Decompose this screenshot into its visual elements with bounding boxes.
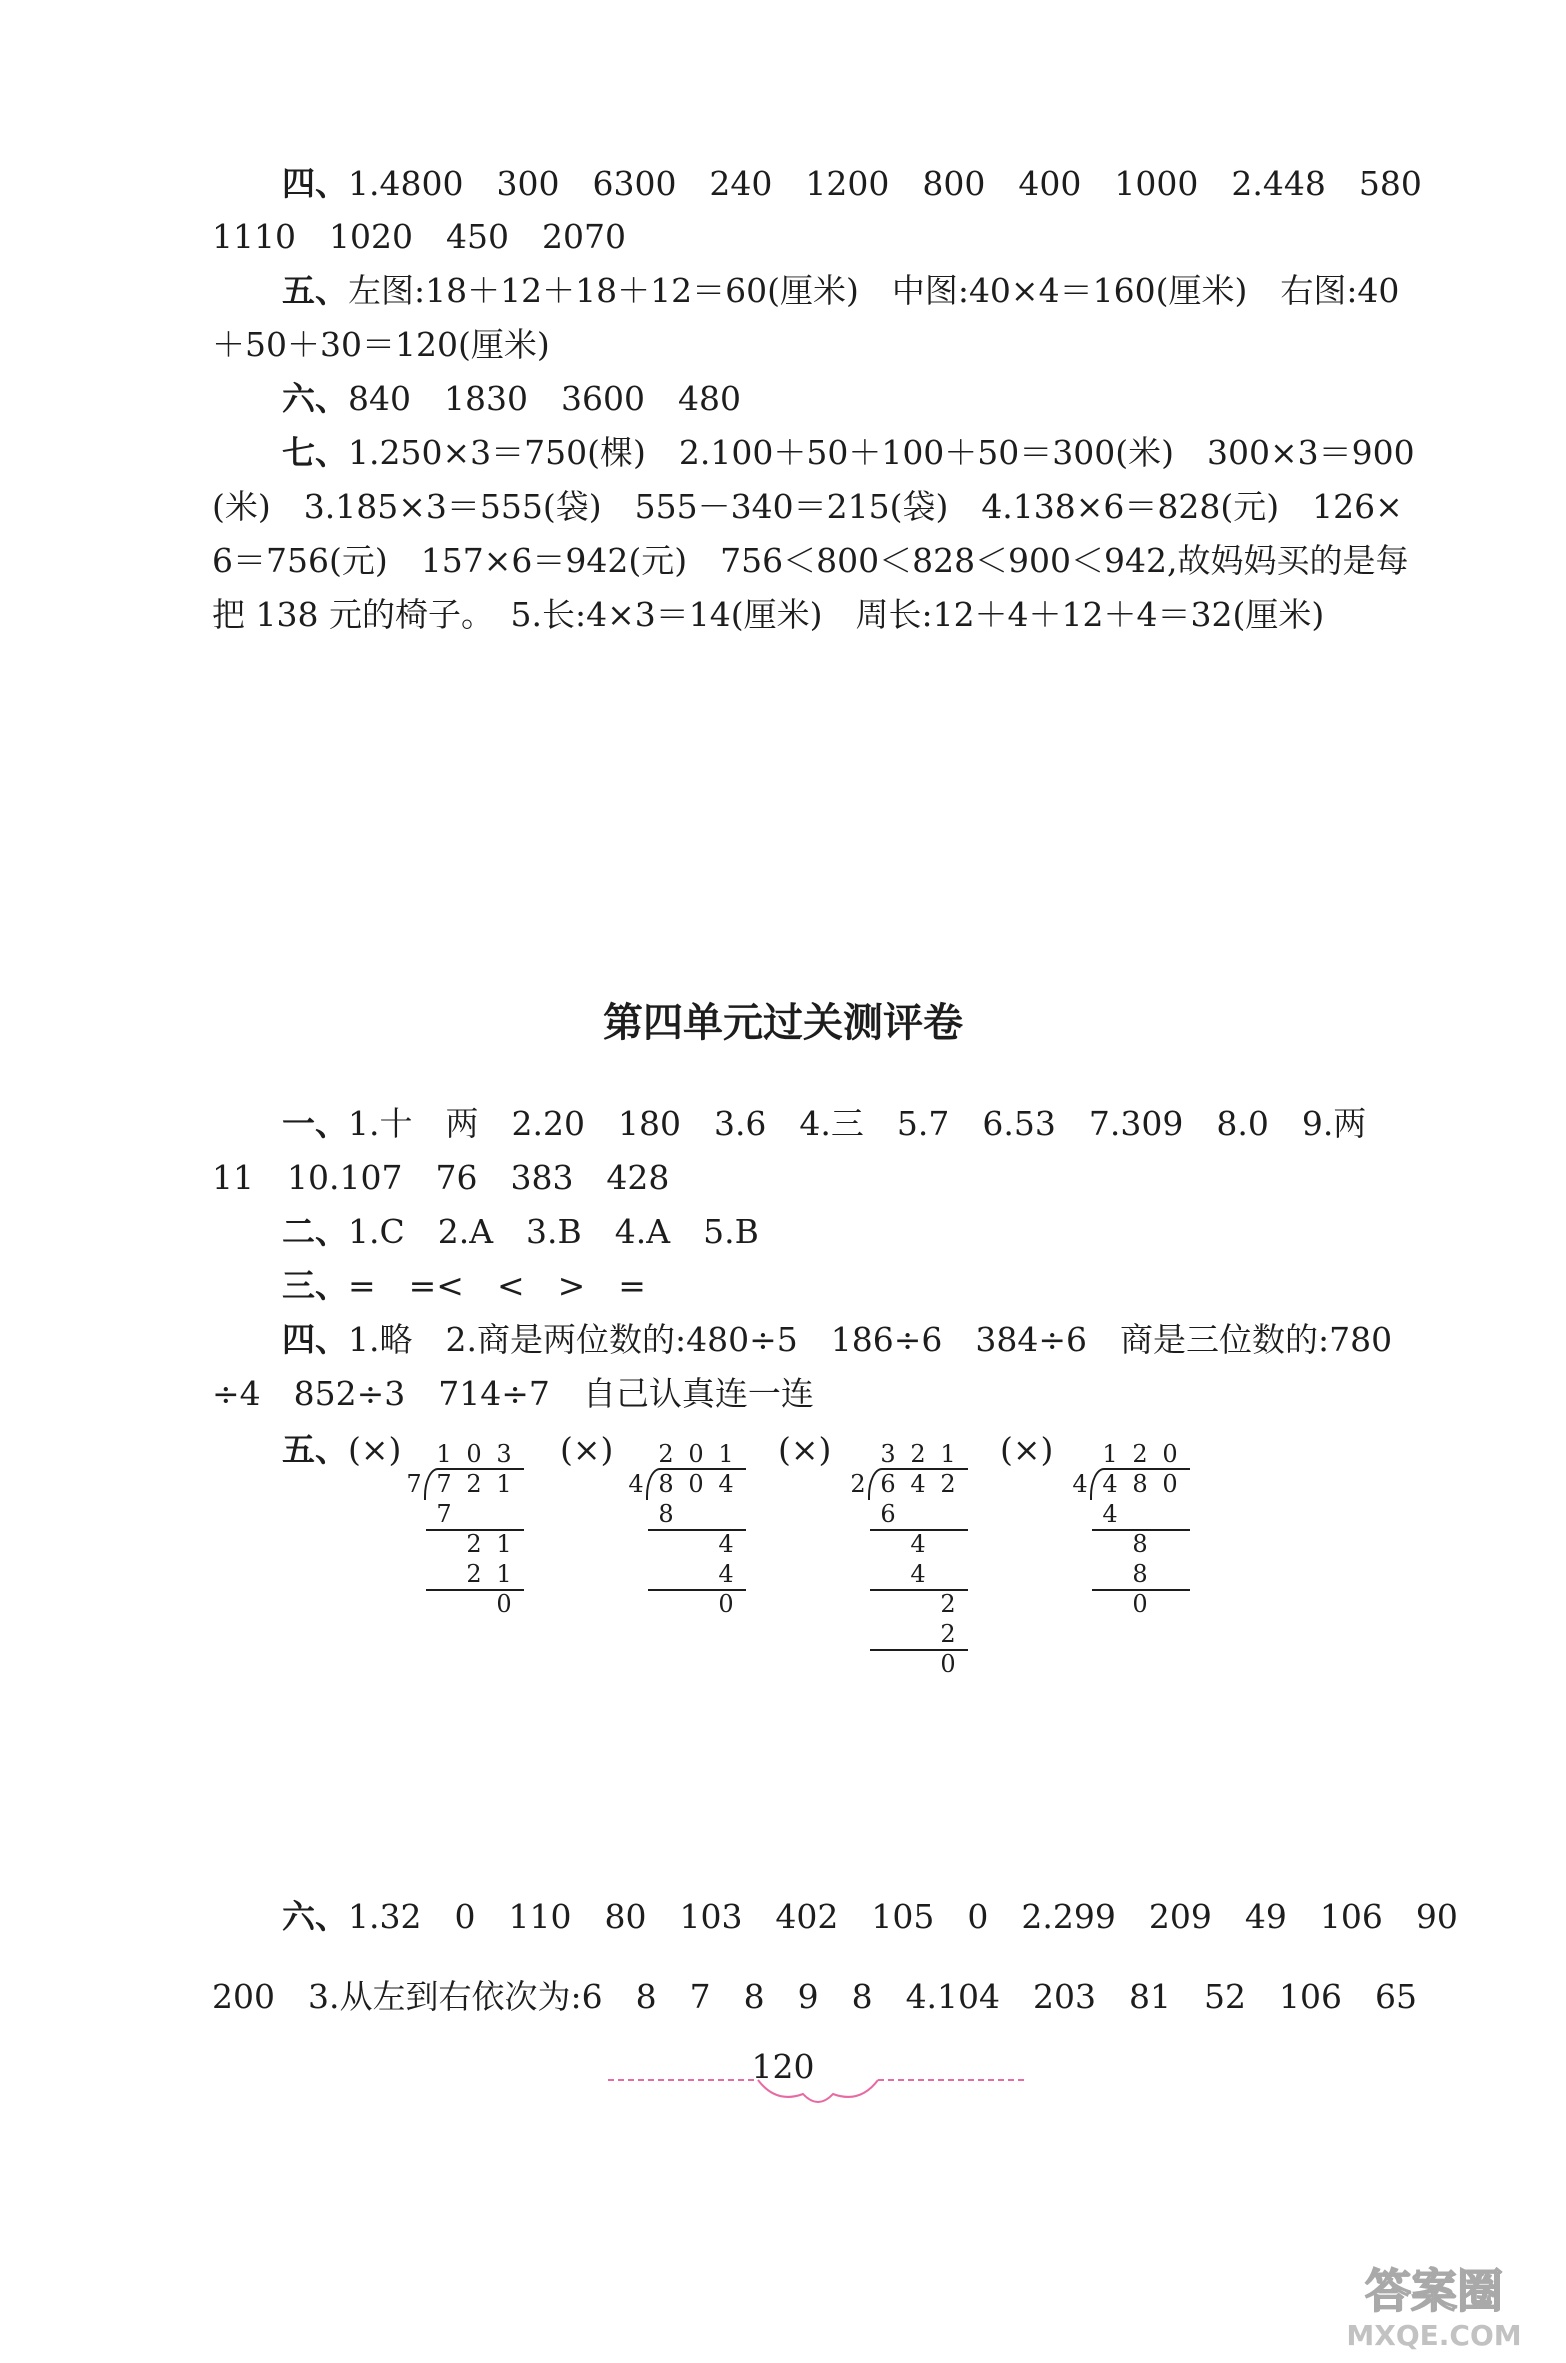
answer-line: 六、840 1830 3600 480	[282, 379, 741, 418]
step-digit: 4	[718, 1560, 734, 1588]
dividend-digit: 4	[718, 1470, 734, 1498]
page-ornament-icon	[608, 2070, 1028, 2120]
svg-text:MXQE.COM: MXQE.COM	[1346, 2319, 1522, 2352]
dividend-digit: 7	[436, 1470, 452, 1498]
step-digit: 8	[658, 1500, 674, 1528]
step-digit: 2	[466, 1530, 482, 1558]
dividend-digit: 2	[466, 1470, 482, 1498]
answer-line: 三、= =< < > =	[282, 1266, 646, 1305]
answer-line: 1110 1020 450 2070	[212, 217, 626, 256]
answer-line: 七、1.250×3＝750(棵) 2.100＋50＋100＋50＝300(米) 300×3＝900	[282, 433, 1415, 472]
mark-label: (×)	[1000, 1430, 1054, 1469]
step-digit: 1	[496, 1530, 512, 1558]
answer-line: 11 10.107 76 383 428	[212, 1158, 670, 1197]
divisor-digit: 2	[850, 1470, 866, 1498]
step-digit: 0	[1132, 1590, 1148, 1618]
step-digit: 6	[880, 1500, 896, 1528]
answer-line: 六、1.32 0 110 80 103 402 105 0 2.299 209 49 106 90	[282, 1897, 1458, 1936]
quotient-digit: 2	[1132, 1440, 1148, 1468]
quotient-digit: 0	[466, 1440, 482, 1468]
quotient-digit: 1	[1102, 1440, 1118, 1468]
step-digit: 0	[496, 1590, 512, 1618]
dividend-digit: 6	[880, 1470, 896, 1498]
step-digit: 4	[910, 1560, 926, 1588]
quotient-digit: 1	[940, 1440, 956, 1468]
mark-label: (×)	[778, 1430, 832, 1469]
quotient-digit: 0	[1162, 1440, 1178, 1468]
step-digit: 0	[940, 1650, 956, 1678]
answer-line: 6＝756(元) 157×6＝942(元) 756＜800＜828＜900＜942,故妈妈买的是每	[212, 541, 1409, 580]
answer-line: (米) 3.185×3＝555(袋) 555－340＝215(袋) 4.138×6＝828(元) 126×	[212, 487, 1403, 526]
step-digit: 0	[718, 1590, 734, 1618]
page-number: 120	[751, 2047, 815, 2086]
quotient-digit: 2	[910, 1440, 926, 1468]
quotient-digit: 3	[496, 1440, 512, 1468]
step-digit: 8	[1132, 1560, 1148, 1588]
dividend-digit: 8	[658, 1470, 674, 1498]
answer-line: 二、1.C 2.A 3.B 4.A 5.B	[282, 1212, 759, 1251]
answer-line: 五、左图:18＋12＋18＋12＝60(厘米) 中图:40×4＝160(厘米) 右图:40	[282, 271, 1400, 310]
quotient-digit: 2	[658, 1440, 674, 1468]
answer-line: 四、1.略 2.商是两位数的:480÷5 186÷6 384÷6 商是三位数的:780	[282, 1320, 1393, 1359]
dividend-digit: 4	[910, 1470, 926, 1498]
step-digit: 7	[436, 1500, 452, 1528]
step-digit: 4	[1102, 1500, 1118, 1528]
dividend-digit: 2	[940, 1470, 956, 1498]
step-digit: 2	[940, 1620, 956, 1648]
step-digit: 1	[496, 1560, 512, 1588]
divisor-digit: 7	[406, 1470, 422, 1498]
quotient-digit: 1	[436, 1440, 452, 1468]
answer-line: 200 3.从左到右依次为:6 8 7 8 9 8 4.104 203 81 52 106 65	[212, 1977, 1417, 2016]
answer-line: ＋50＋30＝120(厘米)	[212, 325, 550, 364]
answer-line: ÷4 852÷3 714÷7 自己认真连一连	[212, 1374, 814, 1413]
answer-line: 四、1.4800 300 6300 240 1200 800 400 1000 2.448 580	[282, 164, 1422, 203]
quotient-digit: 0	[688, 1440, 704, 1468]
quotient-digit: 3	[880, 1440, 896, 1468]
dividend-digit: 4	[1102, 1470, 1118, 1498]
dividend-digit: 1	[496, 1470, 512, 1498]
watermark-logo-icon	[1324, 2257, 1544, 2353]
dividend-digit: 0	[1162, 1470, 1178, 1498]
step-digit: 8	[1132, 1530, 1148, 1558]
step-digit: 2	[940, 1590, 956, 1618]
answer-line: 一、1.十 两 2.20 180 3.6 4.三 5.7 6.53 7.309 8.0 9.两	[282, 1104, 1367, 1143]
step-digit: 4	[910, 1530, 926, 1558]
dividend-digit: 8	[1132, 1470, 1148, 1498]
answer-line: 五、(×)	[282, 1430, 402, 1469]
mark-label: (×)	[560, 1430, 614, 1469]
divisor-digit: 4	[1072, 1470, 1088, 1498]
step-digit: 2	[466, 1560, 482, 1588]
divisor-digit: 4	[628, 1470, 644, 1498]
dividend-digit: 0	[688, 1470, 704, 1498]
answer-line: 把 138 元的椅子。 5.长:4×3＝14(厘米) 周长:12＋4＋12＋4＝32(厘米)	[212, 595, 1325, 634]
svg-text:答案圈: 答案圈	[1365, 2264, 1503, 2318]
quotient-digit: 1	[718, 1440, 734, 1468]
step-digit: 4	[718, 1530, 734, 1558]
section-heading: 第四单元过关测评卷	[603, 1000, 963, 1046]
watermark	[1324, 2257, 1544, 2353]
